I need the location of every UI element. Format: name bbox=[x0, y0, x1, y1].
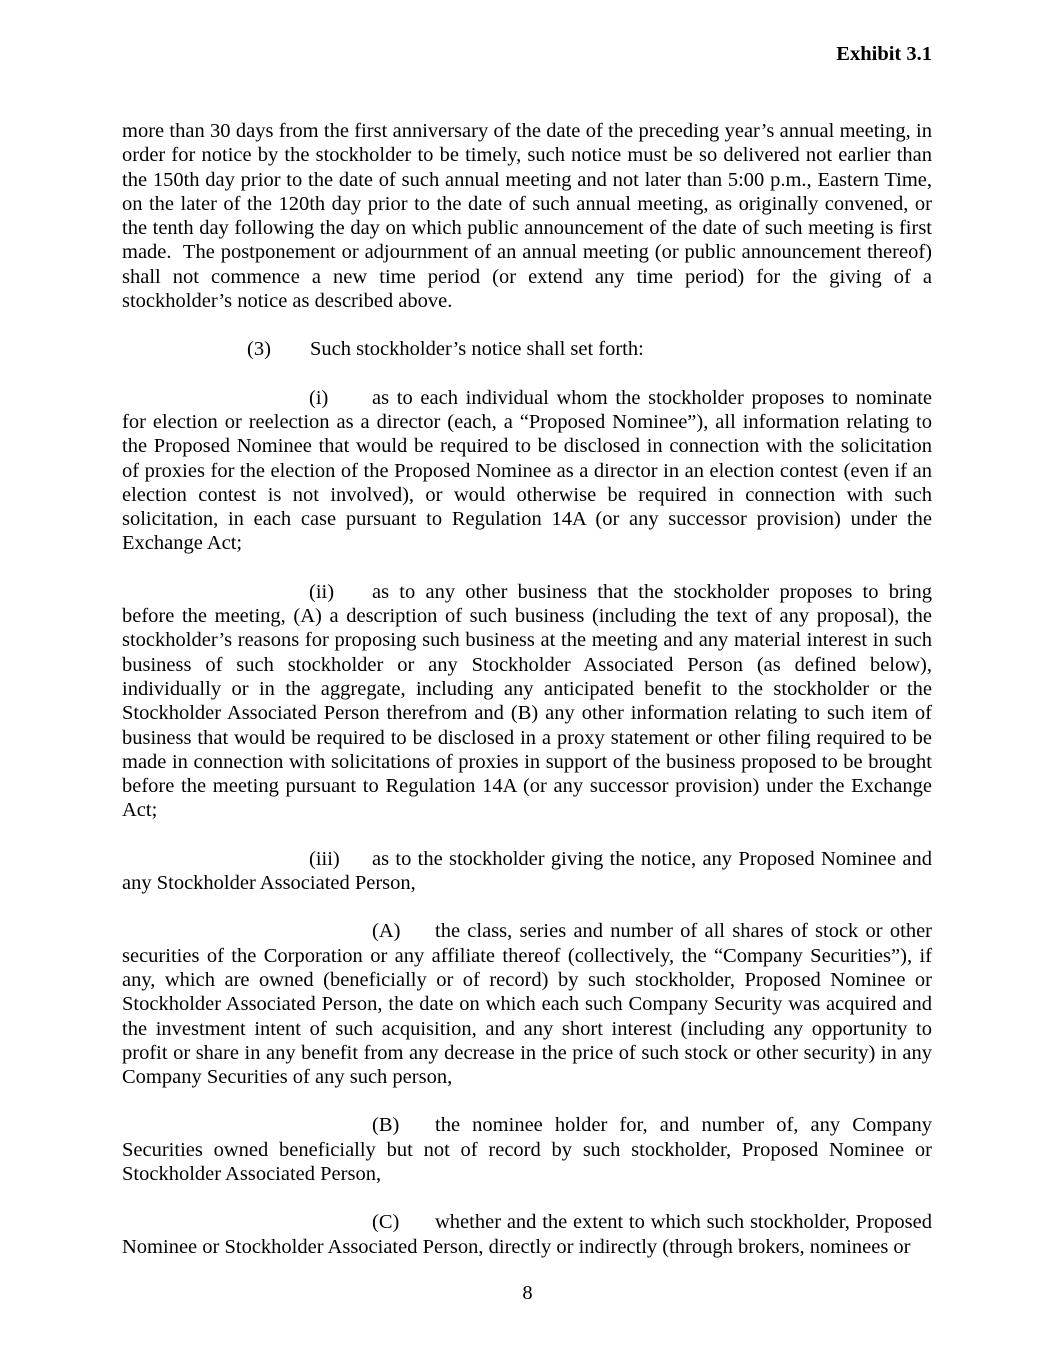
paragraph-number: (B) bbox=[372, 1114, 400, 1137]
page-number: 8 bbox=[522, 1282, 533, 1304]
paragraph-text: Such stockholder’s notice shall set forth: bbox=[310, 338, 644, 361]
paragraph-number: (3) bbox=[247, 338, 271, 361]
paragraph-ii bbox=[122, 580, 932, 823]
paragraph-text: as to the stockholder giving the notice, any Proposed Nominee and any Stockholder Associated Person, bbox=[122, 847, 932, 895]
paragraph-text: as to each individual whom the stockholder proposes to nominate for election or reelection as a director (each, a “Proposed Nominee”), all information relating to the Proposed Nominee that would be required to be disclosed in connection with the solicitation of proxies for the election of the Proposed Nominee as a director in an election contest (even if an election contest is not involved), or would otherwise be required in connection with such solicitation, in each case pursuant to Regulation 14A (or any successor provision) under the Exchange Act; bbox=[122, 386, 932, 555]
paragraph-B bbox=[122, 1113, 932, 1186]
paragraph-iii bbox=[122, 847, 932, 896]
paragraph-number: (A) bbox=[372, 920, 401, 943]
paragraph-continuation bbox=[122, 119, 932, 313]
exhibit-label: Exhibit 3.1 bbox=[836, 43, 932, 65]
paragraph-text: the class, series and number of all shares of stock or other securities of the Corporation or any affiliate thereof (collectively, the “Company Securities”), if any, which are owned (beneficially or of record) by such stockholder, Proposed Nominee or Stockholder Associated Person, the date on which each such Company Security was acquired and the investment intent of such acquisition, and any short interest (including any opportunity to profit or share in any benefit from any decrease in the price of such stock or other security) in any Company Securities of any such person, bbox=[122, 920, 932, 1089]
paragraph-text: whether and the extent to which such stockholder, Proposed Nominee or Stockholder Associated Person, directly or indirectly (through brokers, nominees or bbox=[122, 1211, 932, 1258]
paragraph-text: more than 30 days from the first anniversary of the date of the preceding year’s annual meeting, in order for notice by the stockholder to be timely, such notice must be so delivered not earlier than the 150th day prior to the date of such annual meeting and not later than 5:00 p.m., Eastern Time, on the later of the 120th day prior to the date of such annual meeting, as originally convened, or the tenth day following the day on which public announcement of the date of such meeting is first made. The postponement or adjournment of an annual meeting (or public announcement thereof) shall not commence a new time period (or extend any time period) for the giving of a stockholder’s notice as described above. bbox=[122, 120, 932, 313]
paragraph-C bbox=[122, 1210, 932, 1259]
document-body bbox=[122, 119, 932, 1283]
paragraph-number: (ii) bbox=[309, 580, 335, 603]
paragraph-text: as to any other business that the stockholder proposes to bring before the meeting, (A) a description of such business (including the text of any proposal), the stockholder’s reasons for proposing such business at the meeting and any material interest in such business of such stockholder or any Stockholder Associated Person (as defined below), individually or in the aggregate, including any anticipated benefit to the stockholder or the Stockholder Associated Person therefrom and (B) any other information relating to such item of business that would be required to be disclosed in a proxy statement or other filing required to be made in connection with solicitations of proxies in support of the business proposed to be brought before the meeting pursuant to Regulation 14A (or any successor provision) under the Exchange Act; bbox=[122, 580, 932, 822]
paragraph-text: the nominee holder for, and number of, any Company Securities owned beneficially but not of record by such stockholder, Proposed Nominee or Stockholder Associated Person, bbox=[122, 1114, 932, 1185]
paragraph-number: (C) bbox=[372, 1211, 400, 1234]
paragraph-3 bbox=[122, 337, 932, 361]
paragraph-A bbox=[122, 919, 932, 1089]
paragraph-i bbox=[122, 386, 932, 556]
paragraph-number: (i) bbox=[309, 386, 329, 409]
paragraph-number: (iii) bbox=[309, 847, 340, 870]
